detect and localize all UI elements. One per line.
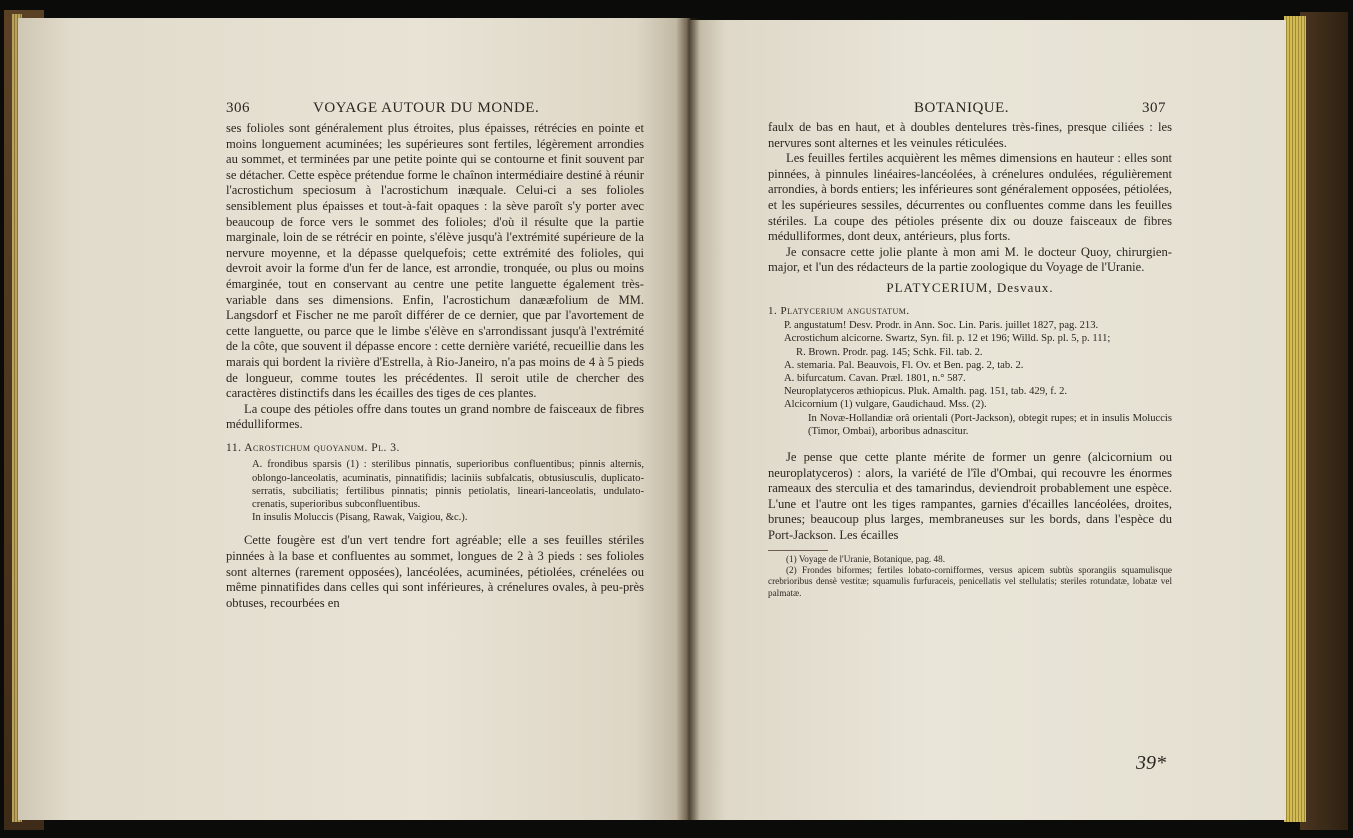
synonym-line: Neuroplatyceros æthiopicus. Pluk. Amalth. pag. 151, tab. 429, f. 2. bbox=[784, 386, 1068, 398]
left-page-number: 306 bbox=[226, 100, 250, 116]
left-page bbox=[18, 18, 690, 820]
footnote: (1) Voyage de l'Uranie, Botanique, pag. 48. bbox=[786, 553, 945, 564]
synonym-line: A. stemaria. Pal. Beauvois, Fl. Ov. et Ben. pag. 2, tab. 2. bbox=[784, 359, 1024, 371]
right-running-head: BOTANIQUE. bbox=[914, 100, 1010, 116]
synonym-line: P. angustatum! Desv. Prodr. in Ann. Soc. Lin. Paris. juillet 1827, pag. 213. bbox=[784, 320, 1099, 332]
page-edges-right bbox=[1284, 16, 1306, 822]
left-text-column bbox=[226, 121, 644, 611]
species-heading: 1. Platycerium angustatum. bbox=[768, 304, 910, 317]
synonym-list bbox=[768, 319, 1172, 438]
left-paragraph: ses folioles sont généralement plus étroites, plus épaisses, rétrécies en pointe et moins longuement acuminées; les supérieures sont fertiles, légèrement arrondies au sommet, et terminées par une petite pointe qui se contourne et finit souvent par se détacher. Cette espèce prétendue forme le chaînon intermédiaire destiné à réunir l'acrostichum speciosum à l'acrostichum inæquale. Celui-ci a ses folioles sensiblement plus épaisses et tout-à-fait opaques : la sève paroît s'y porter avec beaucoup de force vers le sommet des folioles; d'où il résulte que la partie marginale, loin de se rétrécir en pointe, s'élève jusqu'à l'extrémité supérieure de la nervure moyenne, et la dépasse quelquefois; cette extrémité des folioles, qui devroit avoir la forme d'un fer de lance, est arrondie, tronquée, ou plus ou moins émarginée, tout en conservant au centre une petite languette également très-variable dans ses dimensions. Enfin, l'acrostichum danææfolium de MM. Langsdorf et Fischer ne me paroît différer de ce dernier, que par l'avortement de cette languette, ou parce que le limbe s'élève en s'arrondissant jusqu'à l'extrémité de la côte, que souvent il dépasse encore : cette dernière variété, recueillie dans les marais qui bordent la rivière d'Estrella, à Rio-Janeiro, n'a pas moins de 4 à 5 pieds de longueur, comme toutes les précédentes. Il seroit utile de chercher des caractères distinctifs dans les écailles des tiges de ces plantes. bbox=[226, 121, 644, 401]
species-locality: In insulis Moluccis (Pisang, Rawak, Vaigiou, &c.). bbox=[252, 512, 468, 524]
right-text-column bbox=[768, 120, 1172, 599]
gutter-shadow bbox=[676, 18, 700, 820]
right-paragraph: Je pense que cette plante mérite de former un genre (alcicornium ou neuroplatyceros) : alors, la variété de l'île d'Ombai, qui recouvre les énormes rameaux des sterculia et des tamarindus, deviendroit probablement une espèce. L'une et l'autre ont les tiges rampantes, garnies d'écailles lancéolées, droites, brunes; beaucoup plus larges, membraneuses sur les bords, dans l'espèce du Port-Jackson. Les écailles bbox=[768, 449, 1172, 542]
left-paragraph: Cette fougère est d'un vert tendre fort agréable; elle a ses feuilles stériles pinnées à la base et confluentes au sommet, longues de 2 à 3 pieds : ses folioles sont alternes (rarement opposées), lancéolées, acuminées, pétiolées, crénelées ou même pinnatifides dans celles qui sont inférieures, à crénelures ovales, à peu-près obtuses, recourbées en bbox=[226, 533, 644, 610]
synonym-line: R. Brown. Prodr. pag. 145; Schk. Fil. tab. 2. bbox=[796, 346, 983, 358]
synonym-line: A. bifurcatum. Cavan. Præl. 1801, n.° 587. bbox=[784, 372, 966, 384]
book-cover-right bbox=[1300, 12, 1348, 830]
species-description: A. frondibus sparsis (1) : sterilibus pinnatis, superioribus confluentibus; pinnis alternis, oblongo-lanceolatis, acuminatis, pinnatifidis; laciniis subfalcatis, obtusiusculis, duplicato-serratis, subciliatis; fertilibus pinnatis; pinnis petiolatis, lineari-lanceolatis, undulato-crenatis, superioribus subconfluentibus. bbox=[252, 459, 644, 511]
genus-title: PLATYCERIUM, Desvaux. bbox=[886, 279, 1054, 295]
left-running-head: VOYAGE AUTOUR DU MONDE. bbox=[313, 100, 540, 116]
footnotes bbox=[768, 554, 1172, 600]
right-paragraph: Je consacre cette jolie plante à mon ami M. le docteur Quoy, chirurgien-major, et l'un des rédacteurs de la partie zoologique du Voyage de l'Uranie. bbox=[768, 244, 1172, 275]
left-paragraph: La coupe des pétioles offre dans toutes un grand nombre de faisceaux de fibres médulliformes. bbox=[226, 401, 644, 432]
right-paragraph: Les feuilles fertiles acquièrent les mêmes dimensions en hauteur : elles sont pinnées, à pinnules linéaires-lancéolées, à crénelures ondulées, régulièrement arrondies, à bords entiers; les inférieures sont généralement opposées, pétiolées, et les supérieures sessiles, décurrentes ou confluentes comme dans les feuilles stériles. La coupe des pétioles présente dix ou douze faisceaux de fibres médulliformes, dont deux, antérieurs, plus forts. bbox=[768, 151, 1172, 244]
synonym-line: Acrostichum alcicorne. Swartz, Syn. fil. p. 12 et 196; Willd. Sp. pl. 5, p. 111; bbox=[784, 333, 1111, 345]
signature-mark: 39* bbox=[1136, 752, 1166, 774]
footnote: (2) Frondes biformes; fertiles lobato-cornifformes, versus apicem subtùs sporangiis squamulisque crebrioribus densè vestitæ; squamulis furfuraceis, penicellatis vel stellulatis; steriles rotundatæ, lobatæ vel palmatæ. bbox=[768, 564, 1172, 598]
right-page bbox=[690, 20, 1286, 820]
habitat: In Novæ-Hollandiæ orâ orientali (Port-Jackson), obtegit rupes; et in insulis Moluccis (Timor, Ombai), arboribus adnascitur. bbox=[808, 412, 1172, 437]
synonym-line: Alcicornium (1) vulgare, Gaudichaud. Mss. (2). bbox=[784, 399, 987, 411]
right-page-number: 307 bbox=[1142, 100, 1166, 116]
species-heading: 11. Acrostichum quoyanum. Pl. 3. bbox=[226, 441, 400, 454]
right-paragraph: faulx de bas en haut, et à doubles dentelures très-fines, presque ciliées : les nervures sont alternes et les veinules réticulées. bbox=[768, 120, 1172, 150]
